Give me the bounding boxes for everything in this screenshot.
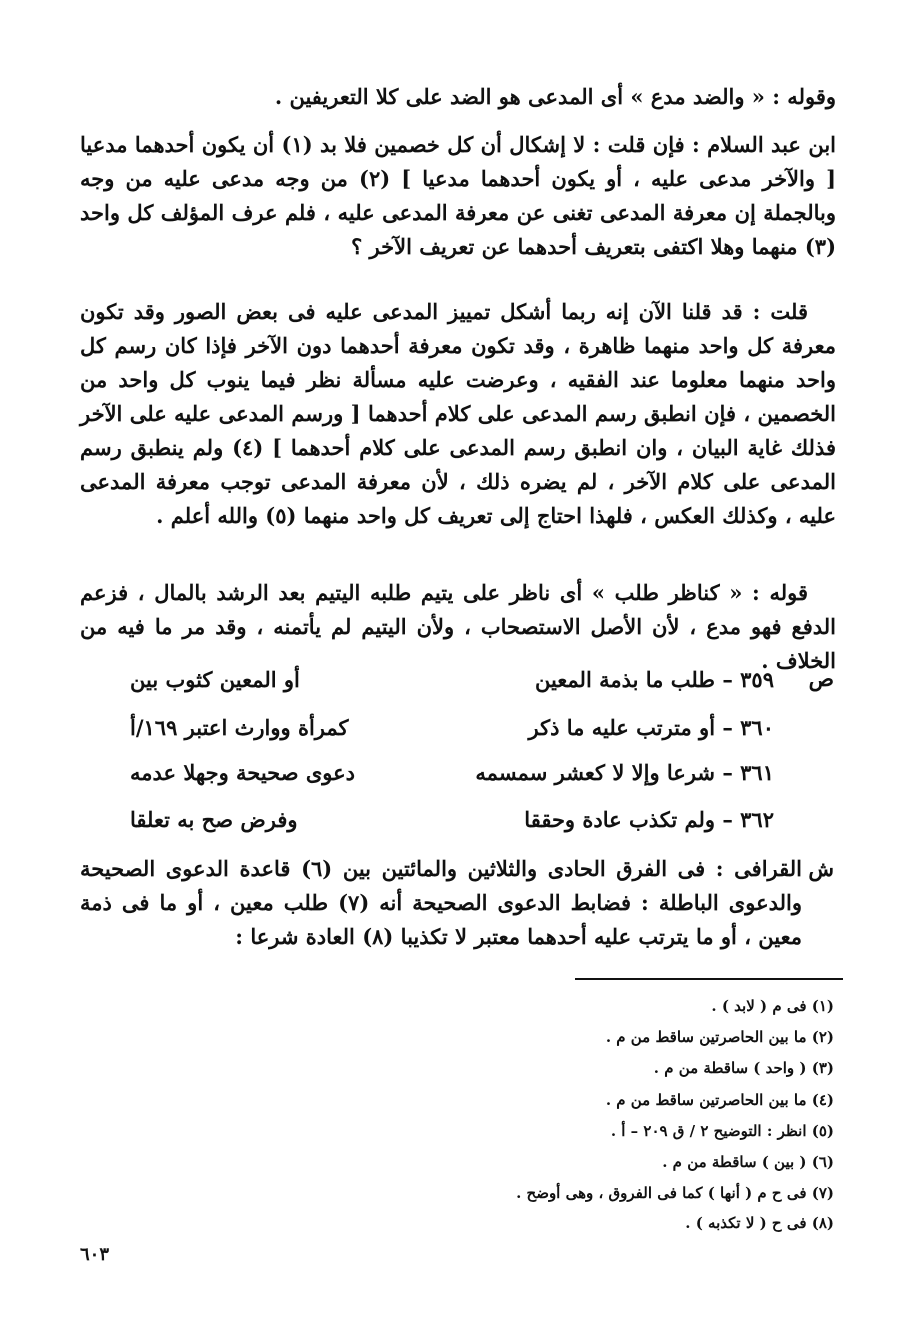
verse-line [130, 710, 774, 744]
footnote: (١) فى م ( لابد ) . [711, 997, 834, 1015]
footnote: (٣) ( واحد ) ساقطة من م . [653, 1059, 834, 1077]
footnote: (٧) فى ح م ( أنها ) كما فى الفروق ، وهى أوضح . [516, 1184, 834, 1202]
verse-first-hemistich: ٣٥٩ – طلب ما بذمة المعين [534, 666, 774, 692]
footnote: (٢) ما بين الحاصرتين ساقط من م . [605, 1028, 834, 1046]
verse-line [130, 755, 774, 789]
page-number: ٦٠٣ [80, 1244, 110, 1265]
sharh-marker: ش [808, 856, 834, 881]
verse-line [130, 802, 774, 836]
verse-first-hemistich: ٣٦١ – شرعا وإلا لا كعشر سمسمه [475, 759, 774, 785]
footnote: (٤) ما بين الحاصرتين ساقط من م . [605, 1091, 834, 1109]
verse-first-hemistich: ٣٦٢ – ولم تكذب عادة وحققا [524, 806, 774, 832]
verse-second-hemistich: وفرض صح به تعلقا [130, 806, 298, 832]
verse-second-hemistich: كمرأة ووارث اعتبر ١٦٩/أ [130, 714, 349, 740]
paragraph-sharh: القرافى : فى الفرق الحادى والثلاثين والمائتين بين (٦) قاعدة الدعوى الصحيحة والدعوى الباطلة : فضابط الدعوى الصحيحة أنه (٧) طلب معين ، أو ما فى ذمة معين ، أو ما يترتب عليه أحدهما معتبر لا تكذيبا (٨) العادة شرعا : [80, 856, 802, 949]
footnote: (٦) ( بين ) ساقطة من م . [662, 1153, 834, 1171]
paragraph-qawluh-1: وقوله : « والضد مدع » أى المدعى هو الضد على كلا التعريفين . [274, 84, 836, 109]
footnote-divider [575, 978, 843, 980]
paragraph-qultu: قلت : قد قلنا الآن إنه ربما أشكل تمييز المدعى عليه فى بعض الصور وقد تكون معرفة كل واحد منهما ظاهرة ، وقد تكون معرفة أحدهما دون الآخر فإذا كان رسم كل واحد منهما معلوما عند الفقيه ، وعرضت عليه مسألة نظر فيما ينوب كل واحد من الخصمين ، فإن انطبق رسم المدعى على كلام أحدهما [ ورسم المدعى عليه على الآخر فذلك غاية البيان ، وان انطبق رسم المدعى على كلام أحدهما ] (٤) ولم ينطبق رسم المدعى على كلام الآخر ، لم يضره ذلك ، لأن معرفة المدعى توجب معرفة المدعى عليه ، وكذلك العكس ، فلهذا احتاج إلى تعريف كل واحد منهما (٥) والله أعلم . [80, 299, 836, 528]
footnote: (٥) انظر : التوضيح ٢ / ق ٢٠٩ – أ . [610, 1122, 834, 1140]
verse-second-hemistich: أو المعين كثوب بين [130, 666, 300, 692]
paragraph-ibn-abd-salam: ابن عبد السلام : فإن قلت : لا إشكال أن كل خصمين فلا بد (١) أن يكون أحدهما مدعيا [ والآخر مدعى عليه ، أو يكون أحدهما مدعيا ] (٢) من وجه مدعى عليه من وجه وبالجملة إن معرفة المدعى تغنى عن معرفة المدعى عليه ، فلم عرف المؤلف كل واحد (٣) منهما وهلا اكتفى بتعريف أحدهما عن تعريف الآخر ؟ [80, 132, 837, 259]
verse-line [130, 662, 774, 696]
footnote: (٨) فى ح ( لا تكذبه ) . [685, 1214, 834, 1232]
verse-marker: ص [808, 666, 834, 691]
verse-second-hemistich: دعوى صحيحة وجهلا عدمه [130, 759, 356, 785]
paragraph-qawluh-2: قوله : « كناظر طلب » أى ناظر على يتيم طلبه اليتيم بعد الرشد بالمال ، فزعم الدفع فهو مدع ، لأن الأصل الاستصحاب ، ولأن اليتيم لم يأتمنه ، وقد مر ما فيه من الخلاف . [80, 580, 836, 673]
verse-first-hemistich: ٣٦٠ – أو مترتب عليه ما ذكر [528, 714, 774, 740]
